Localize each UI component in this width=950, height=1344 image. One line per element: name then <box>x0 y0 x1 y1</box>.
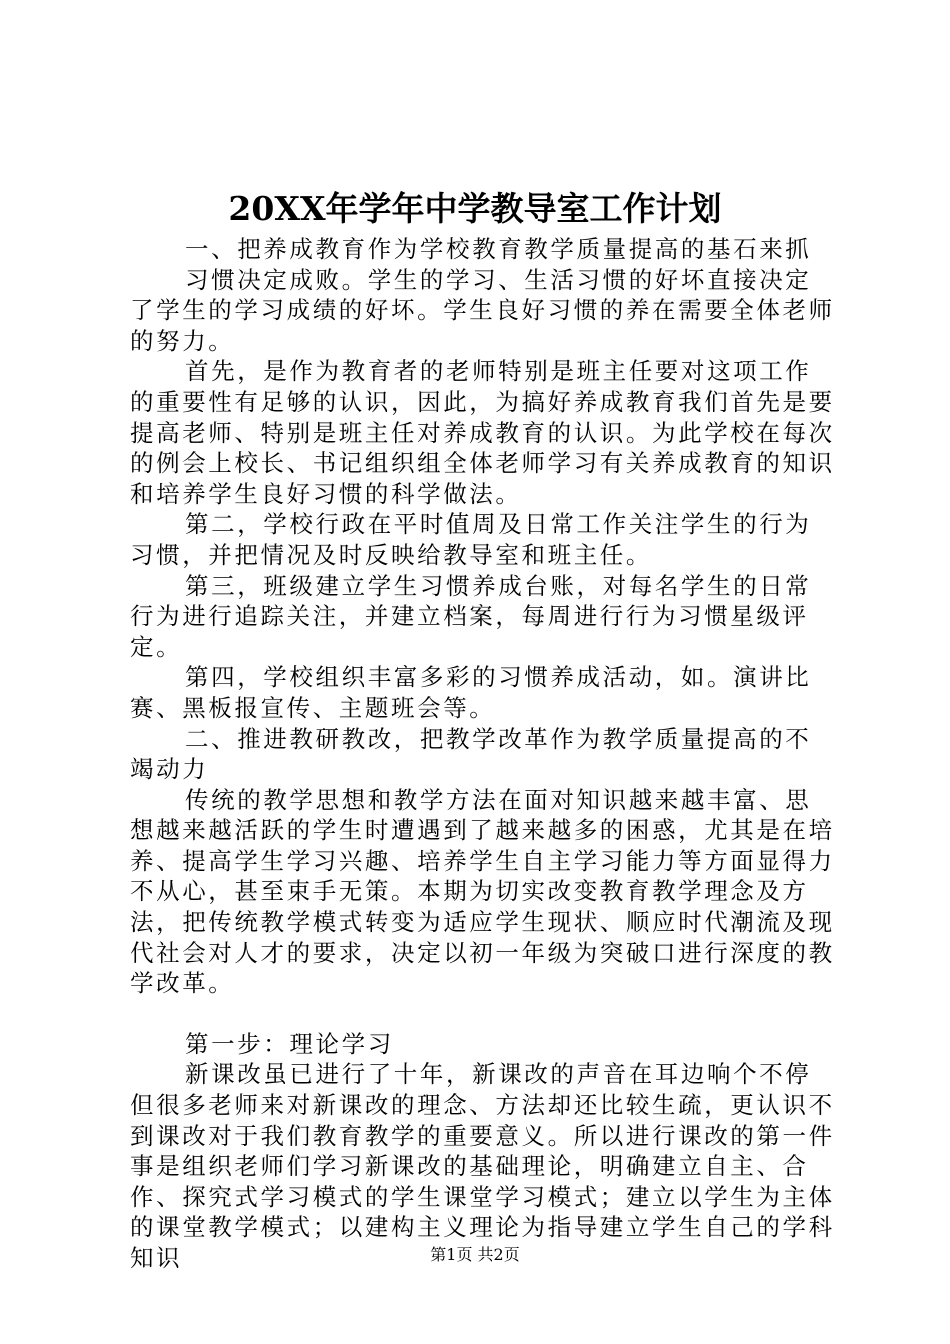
document-title: 20XX年学年中学教导室工作计划 <box>228 189 722 228</box>
paragraph: 第四，学校组织丰富多彩的习惯养成活动，如。演讲比赛、黑板报宣传、主题班会等。 <box>130 663 812 722</box>
paragraph-subheading: 第一步：理论学习 <box>185 1029 394 1058</box>
paragraph-heading-1: 一、把养成教育作为学校教育教学质量提高的基石来抓 <box>185 235 812 263</box>
paragraph: 习惯决定成败。学生的学习、生活习惯的好坏直接决定了学生的学习成绩的好坏。学生良好习惯的养在需要全体老师的努力。 <box>130 265 835 355</box>
document-body <box>130 234 836 1274</box>
paragraph: 第二，学校行政在平时值周及日常工作关注学生的行为习惯，并把情况及时反映给教导室和班主任。 <box>130 510 812 569</box>
paragraph-heading-2: 二、推进教研教改，把教学改革作为教学质量提高的不竭动力 <box>130 724 812 784</box>
paragraph: 首先，是作为教育者的老师特别是班主任要对这项工作的重要性有足够的认识，因此，为搞好养成教育我们首先是要提高老师、特别是班主任对养成教育的认识。为此学校在每次的例会上校长、书记组织组全体老师学习有关养成教育的知识和培养学生良好习惯的科学做法。 <box>130 357 835 508</box>
paragraph: 第三，班级建立学生习惯养成台账，对每名学生的日常行为进行追踪关注，并建立档案，每周进行行为习惯星级评定。 <box>130 571 812 661</box>
paragraph: 传统的教学思想和教学方法在面对知识越来越丰富、思想越来越活跃的学生时遭遇到了越来越多的困惑，尤其是在培养、提高学生学习兴趣、培养学生自主学习能力等方面显得力不从心，甚至束手无策。本期为切实改变教育教学理念及方法，把传统教学模式转变为适应学生现状、顺应时代潮流及现代社会对人才的要求，决定以初一年级为突破口进行深度的教学改革。 <box>130 785 835 998</box>
paragraph: 新课改虽已进行了十年，新课改的声音在耳边响个不停但很多老师来对新课改的理念、方法却还比较生疏，更认识不到课改对于我们教育教学的重要意义。所以进行课改的第一件事是组织老师们学习新课改的基础理论，明确建立自主、合作、探究式学习模式的学生课堂学习模式；建立以学生为主体的课堂教学模式；以建构主义理论为指导建立学生自己的学科知识 <box>130 1060 835 1272</box>
page-footer: 第1页 共2页 <box>430 1245 520 1264</box>
